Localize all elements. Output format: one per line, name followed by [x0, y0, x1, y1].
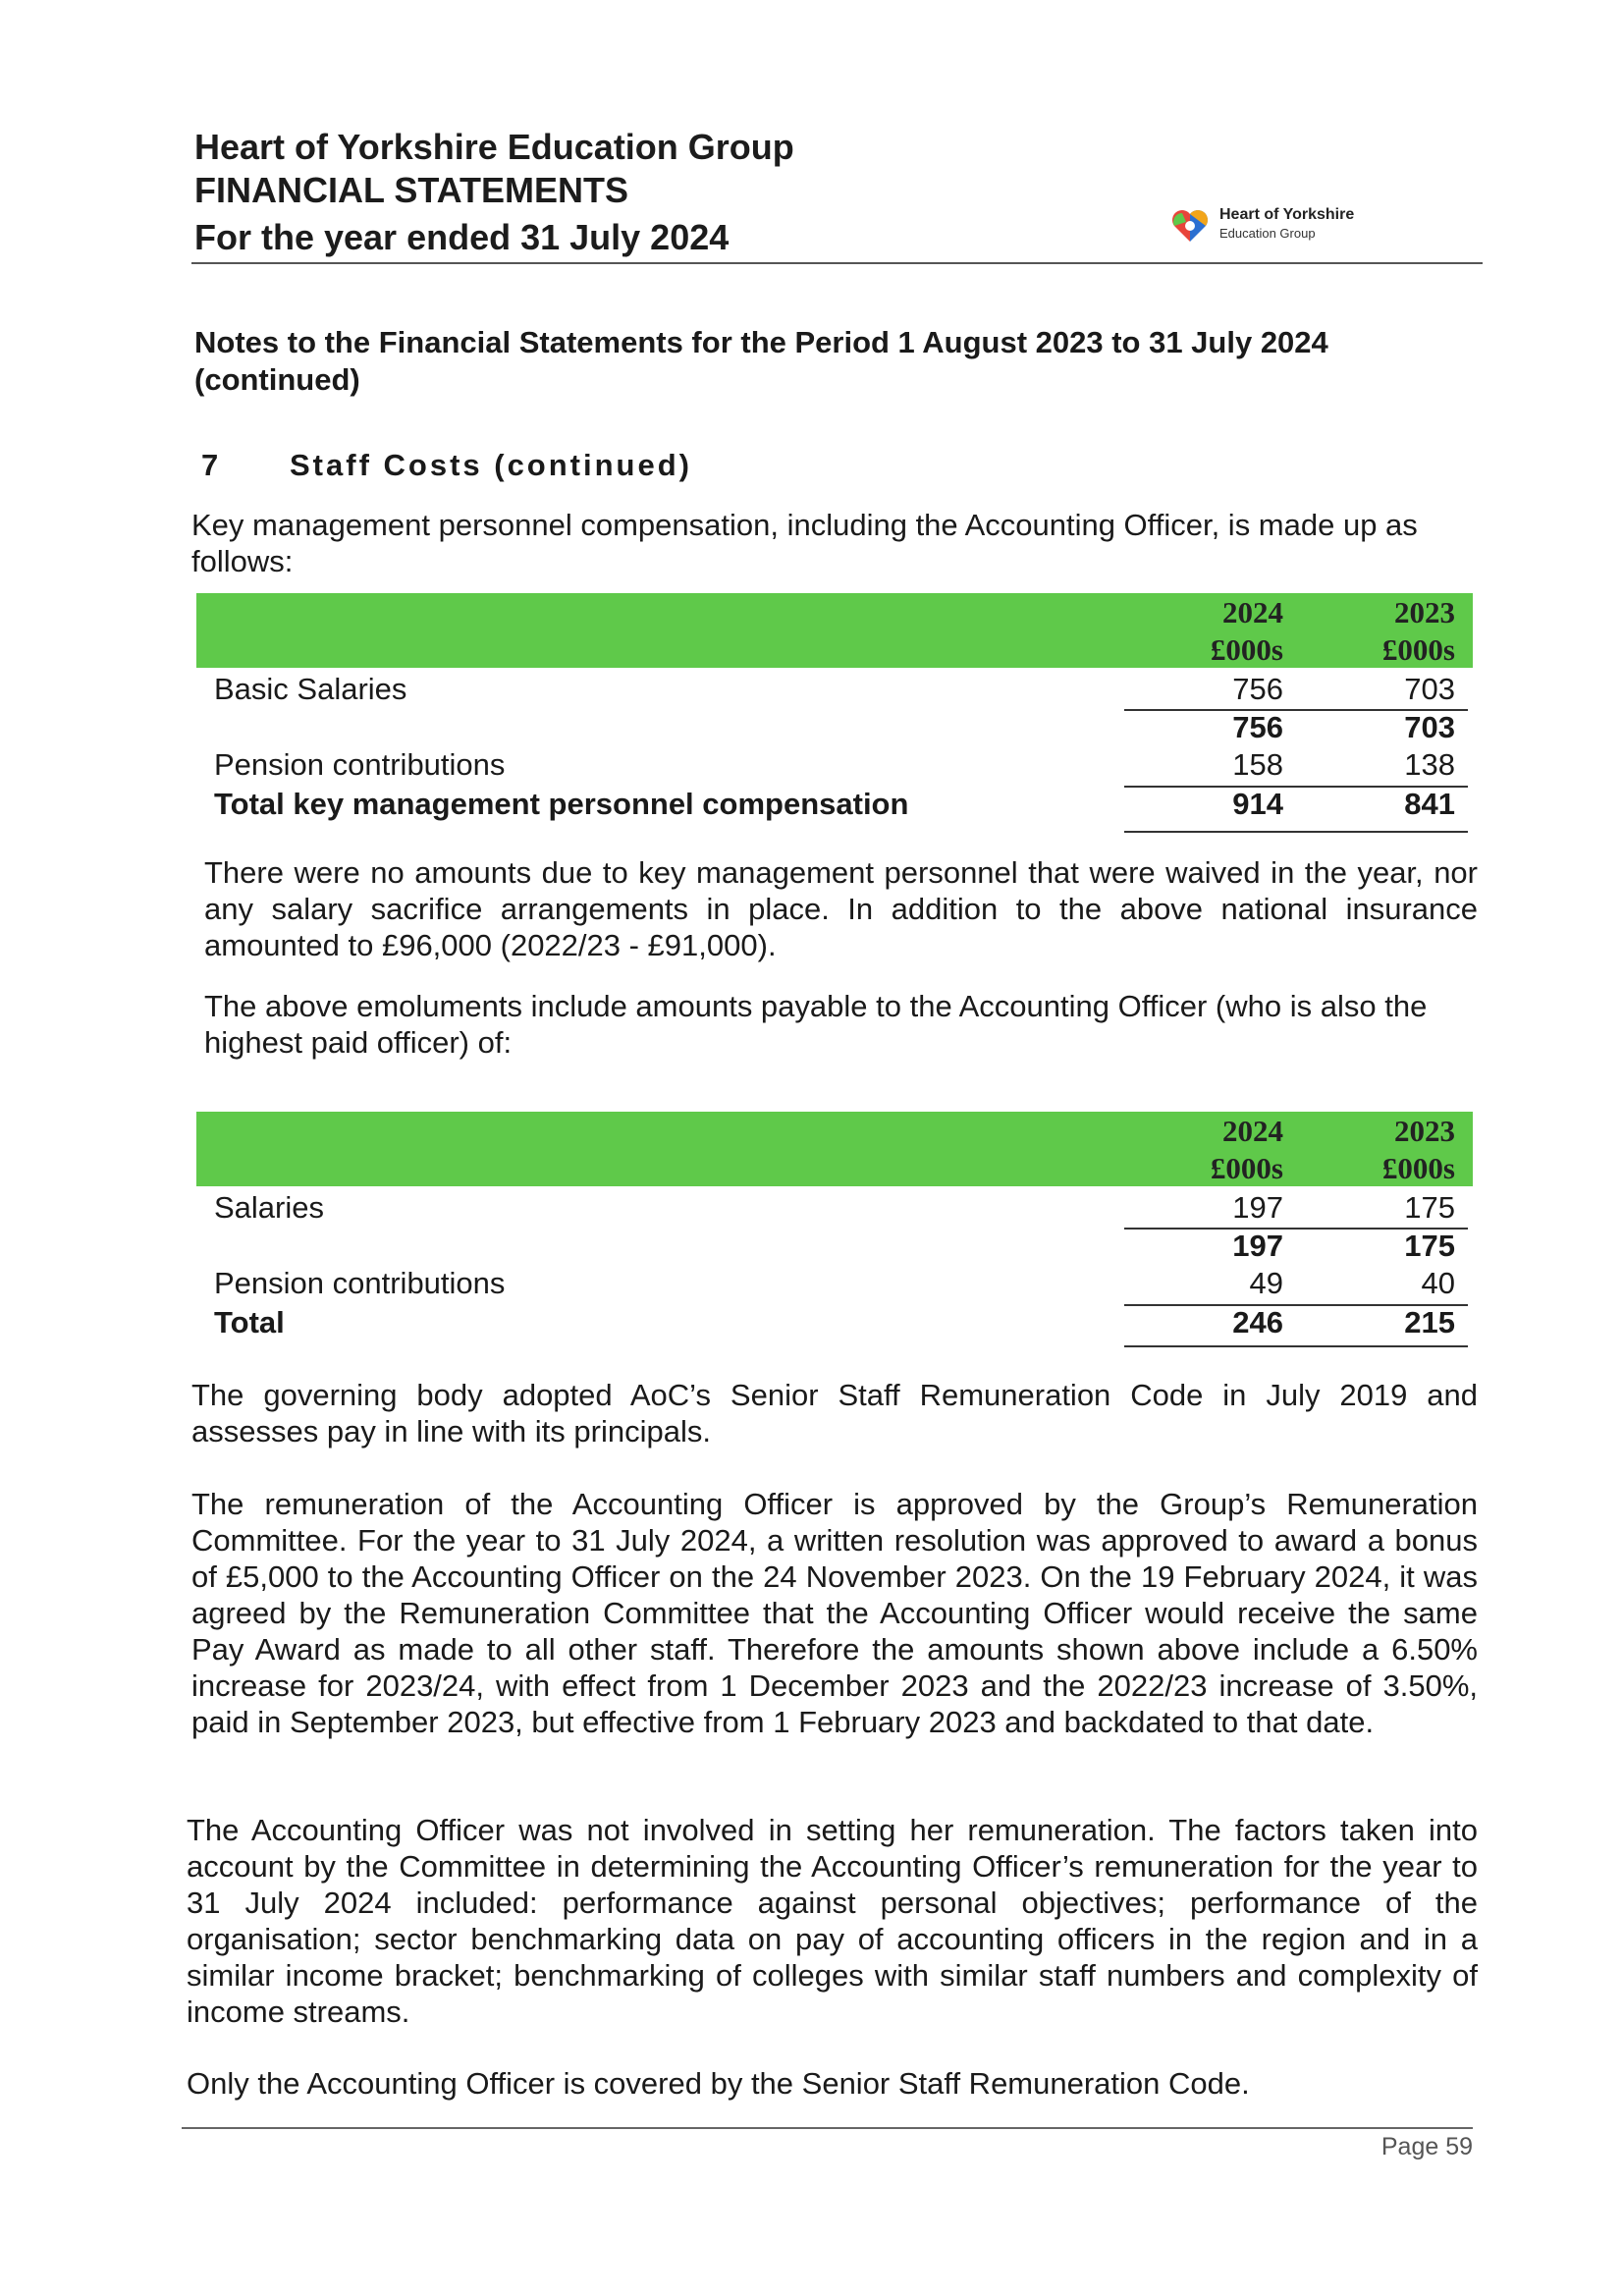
value-2024: 246	[1232, 1305, 1283, 1339]
accounting-officer-table	[196, 1112, 1473, 1357]
table-row	[196, 1305, 1473, 1342]
table-row	[196, 747, 1473, 785]
col-2024-unit: £000s	[1210, 632, 1283, 667]
total-underline	[1124, 831, 1468, 833]
row-label: Basic Salaries	[214, 672, 407, 706]
factors-paragraph: The Accounting Officer was not involved in setting her remuneration. The factors taken into account by the Committee in determining the Accounting Officer’s remuneration for the year to 31 July 2024 included: performance against personal objectives; performance of the organisation; sector benchmarking data on pay of accounting officers in the region and in a similar income bracket; benchmarking of colleges with similar staff numbers and complexity of income streams.	[187, 1813, 1478, 2029]
total-underline	[1124, 1345, 1468, 1347]
value-2024: 756	[1232, 710, 1283, 744]
document-title: FINANCIAL STATEMENTS	[194, 170, 628, 210]
col-2023-unit: £000s	[1381, 632, 1455, 667]
col-2024-year: 2024	[1222, 595, 1283, 629]
value-2023: 175	[1404, 1229, 1455, 1263]
table-row	[196, 1229, 1473, 1266]
value-2024: 756	[1232, 672, 1283, 706]
org-name: Heart of Yorkshire Education Group	[194, 127, 794, 167]
section-number: 7	[201, 448, 222, 482]
group-logo	[1168, 202, 1404, 251]
logo-subtitle: Education Group	[1219, 226, 1316, 241]
logo-name: Heart of Yorkshire	[1219, 206, 1355, 223]
value-2024: 197	[1232, 1229, 1283, 1263]
row-label: Total	[214, 1305, 285, 1339]
value-2023: 703	[1404, 710, 1455, 744]
value-2023: 40	[1421, 1266, 1455, 1300]
table-row	[196, 672, 1473, 709]
value-2024: 158	[1232, 747, 1283, 782]
period-title: For the year ended 31 July 2024	[194, 217, 730, 257]
waiver-paragraph: There were no amounts due to key management personnel that were waived in the year, nor any salary sacrifice arrangements in place. In addition to the above national insurance amounted to £96,000 (2022/23 - £91,000).	[204, 855, 1478, 962]
table-row	[196, 1190, 1473, 1228]
row-label: Pension contributions	[214, 1266, 506, 1300]
heart-logo-icon	[1168, 206, 1212, 246]
value-2023: 175	[1404, 1190, 1455, 1225]
value-2023: 215	[1404, 1305, 1455, 1339]
col-2023-year: 2023	[1394, 1114, 1455, 1148]
footer-rule	[182, 2127, 1473, 2129]
col-2024-year: 2024	[1222, 1114, 1283, 1148]
value-2023: 841	[1404, 787, 1455, 821]
value-2024: 914	[1232, 787, 1283, 821]
row-label: Total key management personnel compensation	[214, 787, 909, 821]
intro-paragraph: Key management personnel compensation, including the Accounting Officer, is made up as follows:	[191, 508, 1418, 578]
notes-title: Notes to the Financial Statements for the Period 1 August 2023 to 31 July 2024 (continued)	[194, 325, 1328, 397]
page-number: Page 59	[1380, 2133, 1473, 2160]
col-2023-year: 2023	[1394, 595, 1455, 629]
section-heading	[201, 448, 692, 483]
value-2023: 703	[1404, 672, 1455, 706]
row-label: Pension contributions	[214, 747, 506, 782]
table-row	[196, 1266, 1473, 1303]
row-label: Salaries	[214, 1190, 324, 1225]
key-management-table	[196, 593, 1473, 848]
table-row	[196, 787, 1473, 824]
col-2024-unit: £000s	[1210, 1151, 1283, 1185]
code-paragraph: The governing body adopted AoC’s Senior Staff Remuneration Code in July 2019 and assesses pay in line with its principals.	[191, 1378, 1478, 1449]
header-rule	[191, 262, 1483, 264]
value-2024: 197	[1232, 1190, 1283, 1225]
table-row	[196, 710, 1473, 747]
section-title: Staff Costs (continued)	[290, 448, 692, 482]
col-2023-unit: £000s	[1381, 1151, 1455, 1185]
value-2024: 49	[1249, 1266, 1283, 1300]
remuneration-paragraph: The remuneration of the Accounting Officer is approved by the Group’s Remuneration Committee. For the year to 31 July 2024, a written resolution was approved to award a bonus of £5,000 to the Accounting Officer on the 24 November 2023. On the 19 February 2024, it was agreed by the Remuneration Committee that the Accounting Officer would receive the same Pay Award as made to all other staff. Therefore the amounts shown above include a 6.50% increase for 2023/24, with effect from 1 December 2023 and the 2022/23 increase of 3.50%, paid in September 2023, but effective from 1 February 2023 and backdated to that date.	[191, 1487, 1478, 1739]
emoluments-paragraph: The above emoluments include amounts payable to the Accounting Officer (who is also the highest paid officer) of:	[204, 989, 1428, 1060]
value-2023: 138	[1404, 747, 1455, 782]
closing-paragraph: Only the Accounting Officer is covered by the Senior Staff Remuneration Code.	[187, 2066, 1250, 2101]
